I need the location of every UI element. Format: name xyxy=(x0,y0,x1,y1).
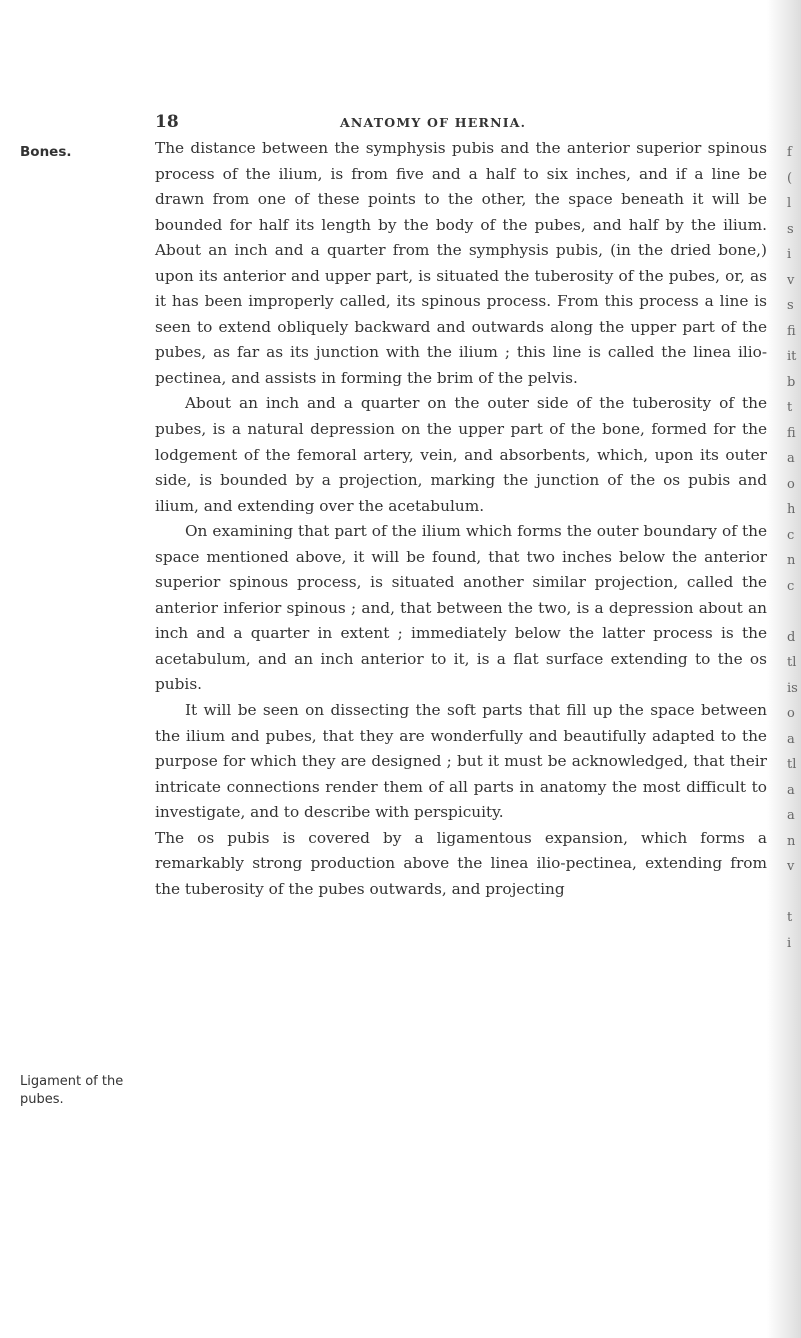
facing-page-letter: a xyxy=(787,808,795,823)
facing-page-letters xyxy=(787,140,799,956)
paragraph: On examining that part of the ilium which forms the outer boundary of the space mentioned above, it will be found, that two inches below the anterior superior spinous process, is situated another similar projection, called the anterior inferior spinous ; and, that between the two, is a depression about an inch and a quarter in extent ; immediately below the latter process is the acetabulum, and an inch anterior to it, is a flat surface extending to the os pubis. xyxy=(155,522,767,694)
facing-page-letter: o xyxy=(787,476,795,492)
paragraph: The os pubis is covered by a ligamentous expansion, which forms a remarkably strong production above the linea ilio-pectinea, extending from the tuberosity of the pubes outwards, and projecting xyxy=(155,828,767,898)
facing-page-letter xyxy=(787,880,799,906)
side-note-ligament: Ligament of the pubes. xyxy=(20,1074,124,1107)
facing-page-letter: ( xyxy=(787,170,793,186)
side-note-bones: Bones. xyxy=(20,144,72,160)
facing-page-letter: a xyxy=(787,451,795,466)
facing-page-letter: n xyxy=(787,553,796,568)
facing-page-letter: it xyxy=(787,349,797,364)
facing-page-letter: h xyxy=(787,502,796,517)
facing-page-letter: fi xyxy=(787,425,796,441)
facing-page-letter: n xyxy=(787,833,796,849)
facing-page-letter: fi xyxy=(787,323,796,339)
facing-page-letter: tl xyxy=(787,655,797,670)
running-head-title: ANATOMY OF HERNIA. xyxy=(340,115,527,130)
running-head xyxy=(0,112,801,134)
facing-page-letter: tl xyxy=(787,757,797,772)
facing-page-letter: t xyxy=(787,910,793,925)
facing-page-letter: b xyxy=(787,374,796,390)
facing-page-letter: d xyxy=(787,629,796,645)
facing-page-letter: i xyxy=(787,935,792,951)
facing-page-letter: l xyxy=(787,196,792,211)
facing-page-letter: c xyxy=(787,527,795,543)
facing-page-letter: t xyxy=(787,400,793,415)
page-number: 18 xyxy=(155,112,179,132)
paragraph: The distance between the symphysis pubis and the anterior superior spinous process of the ilium, is from five and a half to six inches, and if a line be drawn from one of these points to the other, the space beneath it will be bounded for half its length by the body of the pubes, and half by the ilium. About an inch and a quarter from the symphysis pubis, (in the dried bone,) upon its anterior and upper part, is situated the tuberosity of the pubes, or, as it has been improperly called, its spinous process. From this process a line is seen to extend obliquely backward and outwards along the upper part of the pubes, as far as its junction with the ilium ; this line is called the linea ilio-pectinea, and assists in forming the brim of the pelvis. xyxy=(155,139,767,387)
facing-page-letter: v xyxy=(787,272,795,288)
facing-page-letter: a xyxy=(787,782,795,798)
facing-page-letter: o xyxy=(787,706,795,721)
facing-page-letter: c xyxy=(787,578,795,594)
facing-page-letter: v xyxy=(787,859,795,874)
facing-page-letter xyxy=(787,599,799,625)
facing-page-letter: i xyxy=(787,247,792,262)
facing-page-letter: s xyxy=(787,221,794,237)
facing-page-letter: a xyxy=(787,731,795,747)
body-text xyxy=(155,136,767,902)
facing-page-letter: s xyxy=(787,298,794,313)
paragraph: It will be seen on dissecting the soft parts that fill up the space between the ilium and pubes, that they are wonderfully and beautifully adapted to the purpose for which they are designed ; but it must be acknowledged, that their intricate connections render them of all parts in anatomy the most difficult to investigate, and to describe with perspicuity. xyxy=(155,701,767,822)
facing-page-letter: is xyxy=(787,680,798,696)
facing-page-letter: f xyxy=(787,145,792,160)
paragraph: About an inch and a quarter on the outer side of the tuberosity of the pubes, is a natural depression on the upper part of the bone, formed for the lodgement of the femoral artery, vein, and absorbents, which, upon its outer side, is bounded by a projection, marking the junction of the os pubis and ilium, and extending over the acetabulum. xyxy=(155,394,767,515)
